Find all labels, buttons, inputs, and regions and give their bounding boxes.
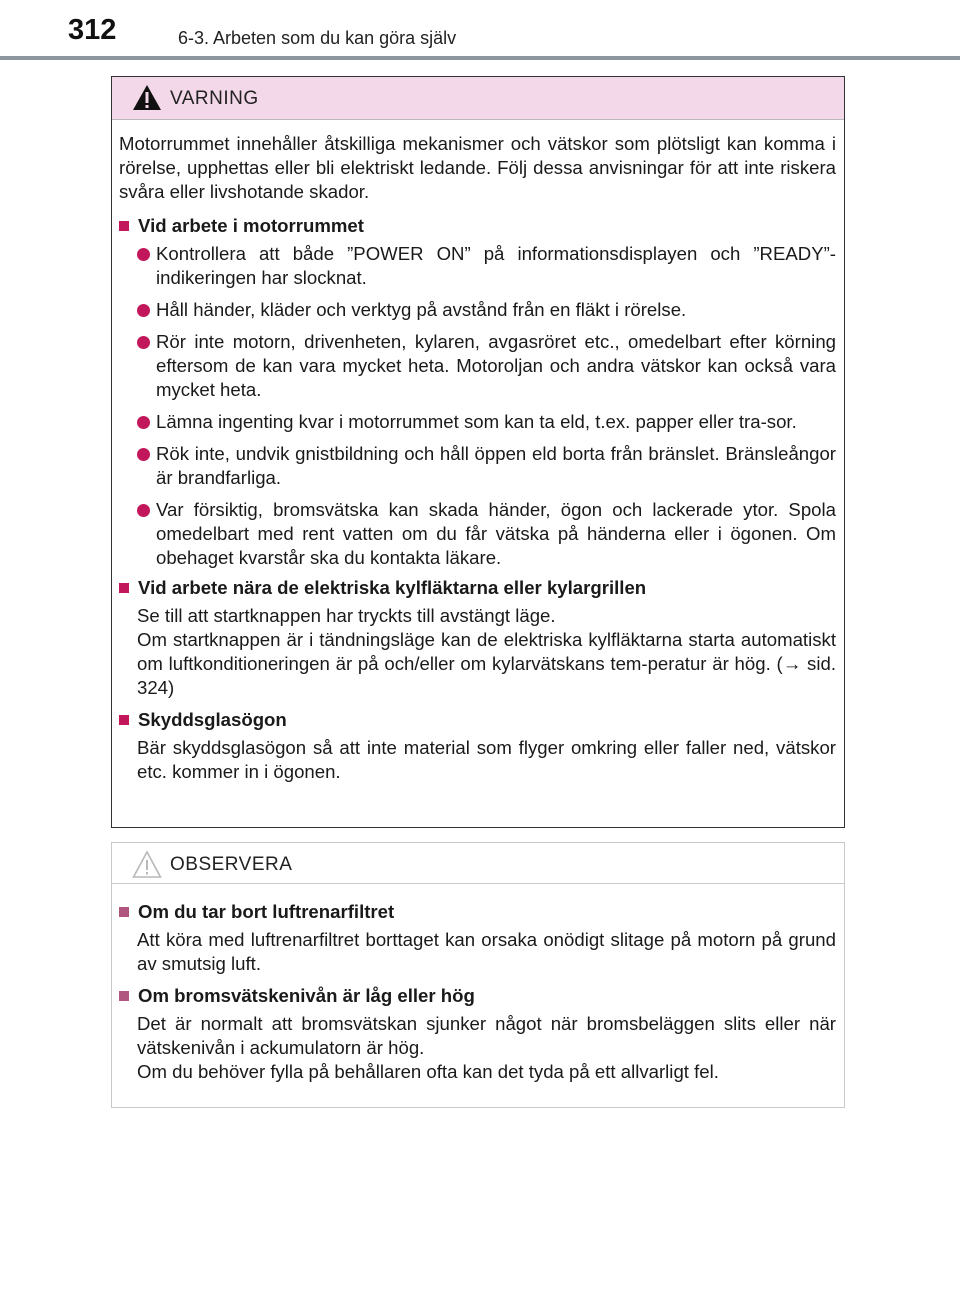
warning-intro: Motorrummet innehåller åtskilliga mekanismer och vätskor som plötsligt kan komma i rörelse, upphettas eller bli elektriskt ledande. Följ dessa anvisningar för att inte riskera svåra eller livshotande skador.: [119, 133, 836, 202]
heading-text: Skyddsglasögon: [138, 709, 287, 730]
caution-section-1-heading: [119, 900, 836, 924]
section-title: 6-3. Arbeten som du kan göra själv: [178, 28, 457, 48]
warning-section-1-heading: [119, 214, 836, 238]
list-item: [137, 330, 836, 402]
list-item-text: Rök inte, undvik gnistbildning och håll öppen eld borta från bränslet. Bränsleångor är brandfarliga.: [156, 443, 836, 488]
heading-text: Vid arbete i motorrummet: [138, 215, 364, 236]
caution-section-2-text-2: Om du behöver fylla på behållaren ofta kan det tyda på ett allvarligt fel.: [137, 1061, 719, 1082]
list-item: [137, 498, 836, 570]
warning-section-2-text-2: Om startknappen är i tändningsläge kan de elektriska kylfläktarna starta automatiskt om luftkonditioneringen är på och/eller om kylarvätskans tem-peratur är hög. (→ sid. 324): [137, 629, 836, 698]
square-bullet-icon: [119, 583, 129, 593]
caution-box: [111, 842, 845, 1108]
list-item-text: Kontrollera att både ”POWER ON” på informationsdisplayen och ”READY”-indikeringen har slocknat.: [156, 243, 836, 288]
heading-text: Om du tar bort luftrenarfiltret: [138, 901, 395, 922]
list-item-text: Var försiktig, bromsvätska kan skada händer, ögon och lackerade ytor. Spola omedelbart med rent vatten om du får vätska på händerna eller i ögonen. Om obehaget kvarstår ska du kontakta läkare.: [156, 499, 836, 568]
warning-box: [111, 76, 845, 828]
warning-triangle-icon: [132, 84, 162, 111]
round-bullet-icon: [137, 416, 150, 429]
square-bullet-icon: [119, 715, 129, 725]
heading-text: Om bromsvätskenivån är låg eller hög: [138, 985, 475, 1006]
square-bullet-icon: [119, 907, 129, 917]
warning-body: [112, 120, 844, 784]
round-bullet-icon: [137, 248, 150, 261]
warning-section-3-heading: [119, 708, 836, 732]
round-bullet-icon: [137, 504, 150, 517]
caution-triangle-icon: [132, 850, 162, 879]
warning-section-2-text-1: Se till att startknappen har tryckts till avstängt läge.: [137, 605, 556, 626]
list-item: [137, 410, 836, 434]
list-item-text: Håll händer, kläder och verktyg på avstånd från en fläkt i rörelse.: [156, 299, 687, 320]
square-bullet-icon: [119, 991, 129, 1001]
page-number: 312: [68, 14, 117, 46]
heading-text: Vid arbete nära de elektriska kylfläktarna eller kylargrillen: [138, 577, 647, 598]
caution-section-2-text-1: Det är normalt att bromsvätskan sjunker något när bromsbeläggen slits eller när vätskenivån i ackumulatorn är hög.: [137, 1013, 836, 1058]
caution-section-2-heading: [119, 984, 836, 1008]
warning-section-2-heading: [119, 576, 836, 600]
list-item-text: Lämna ingenting kvar i motorrummet som kan ta eld, t.ex. papper eller tra-sor.: [156, 411, 797, 432]
page-header: [0, 0, 960, 62]
caution-title: OBSERVERA: [170, 854, 293, 875]
caution-section-1-text: Att köra med luftrenarfiltret borttaget kan orsaka onödigt slitage på motorn på grund av smutsig luft.: [137, 929, 836, 974]
round-bullet-icon: [137, 304, 150, 317]
header-rule: [0, 56, 960, 60]
warning-title: VARNING: [170, 88, 259, 109]
list-item-text: Rör inte motorn, drivenheten, kylaren, avgasröret etc., omedelbart efter körning eftersom de kan vara mycket heta. Motoroljan och andra vätskor kan också vara mycket heta.: [156, 331, 836, 400]
square-bullet-icon: [119, 221, 129, 231]
round-bullet-icon: [137, 448, 150, 461]
caution-body: [112, 884, 844, 1084]
warning-header: [112, 77, 844, 120]
list-item: [137, 242, 836, 290]
warning-section-3-text: Bär skyddsglasögon så att inte material som flyger omkring eller faller ned, vätskor etc. kommer in i ögonen.: [137, 737, 836, 782]
list-item: [137, 298, 836, 322]
round-bullet-icon: [137, 336, 150, 349]
list-item: [137, 442, 836, 490]
caution-header: [112, 843, 844, 884]
